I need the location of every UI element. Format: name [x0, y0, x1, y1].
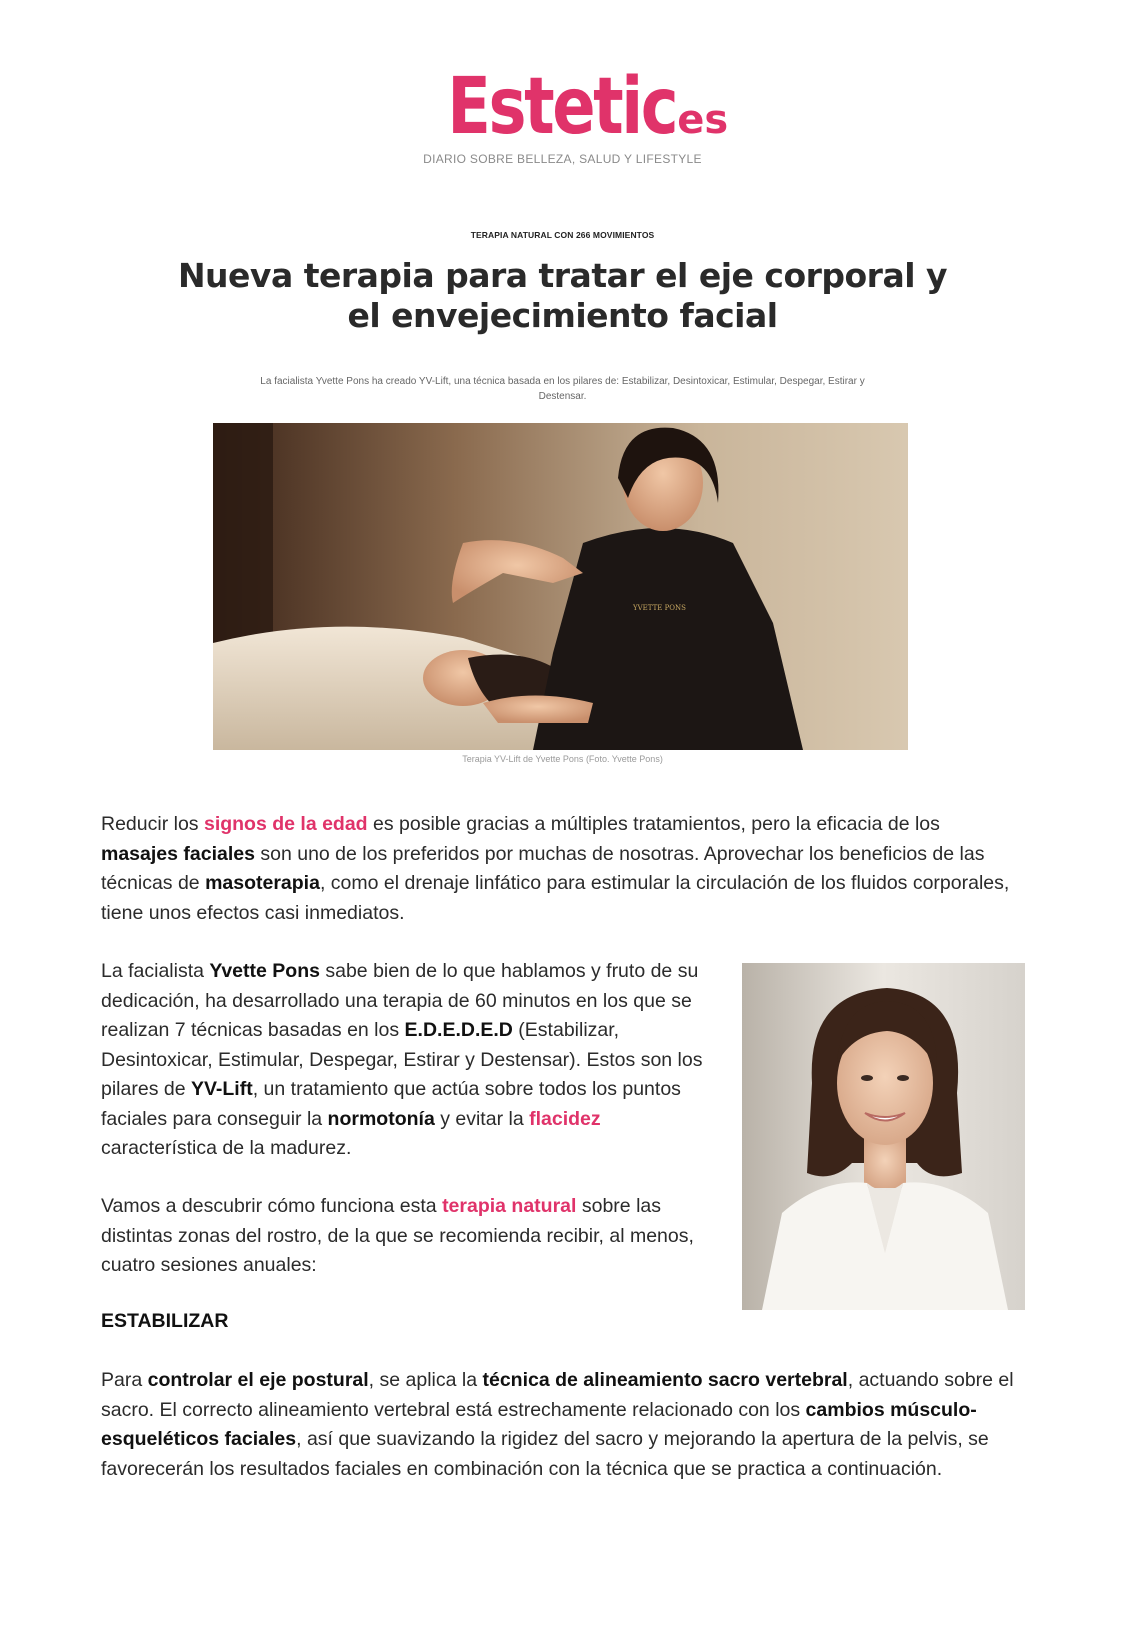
logo-domain: .es	[662, 97, 729, 143]
bold-yvette-pons: Yvette Pons	[209, 960, 320, 982]
paragraph-intro	[101, 810, 1021, 928]
bold-tecnica-alineamiento: técnica de alineamiento sacro vertebral	[482, 1369, 848, 1391]
site-tagline: DIARIO SOBRE BELLEZA, SALUD Y LIFESTYLE	[423, 152, 702, 166]
hero-caption: Terapia YV-Lift de Yvette Pons (Foto. Yvette Pons)	[462, 754, 663, 764]
text-run: es posible gracias a múltiples tratamientos, pero la eficacia de los	[367, 813, 940, 835]
hero-photo-facialist-treatment	[213, 423, 908, 750]
text-run: Para	[101, 1369, 148, 1391]
logo-wordmark: Estetic	[447, 62, 676, 152]
text-run: Reducir los	[101, 813, 204, 835]
hero-image	[213, 423, 908, 750]
text-run: característica de la madurez.	[101, 1137, 352, 1159]
text-run: (Estabilizar, Desintoxicar, Estimular, Despegar, Estirar y Destensar). Estos son los pilares de	[101, 1019, 703, 1100]
text-run: , así que suavizando la rigidez del sacro y mejorando la apertura de la pelvis, se favorecerán los resultados faciales en combinación con la técnica que se practica a continuación.	[101, 1428, 989, 1480]
portrait-photo-yvette-pons	[742, 963, 1025, 1310]
text-run: Vamos a descubrir cómo funciona esta	[101, 1195, 443, 1217]
text-run: , un tratamiento que actúa sobre todos los puntos faciales para conseguir la	[101, 1078, 681, 1130]
text-run: , actuando sobre el sacro. El correcto alineamiento vertebral está estrechamente relacionado con los	[101, 1369, 1014, 1421]
link-terapia-natural[interactable]: terapia natural	[442, 1195, 577, 1217]
text-run: , se aplica la	[368, 1369, 483, 1391]
text-run: sabe bien de lo que hablamos y fruto de su dedicación, ha desarrollado una terapia de 60 minutos en los que se realizan 7 técnicas basadas en los	[101, 960, 699, 1041]
bold-cambios-musculo: cambios músculo-esqueléticos faciales	[101, 1398, 977, 1450]
bold-masajes-faciales: masajes faciales	[101, 842, 255, 865]
article-standfirst: La facialista Yvette Pons ha creado YV-Lift, una técnica basada en los pilares de: Estabilizar, Desintoxicar, Estimular, Despegar, Estirar y Destensar.	[260, 376, 865, 402]
bold-masoterapia: masoterapia	[205, 872, 320, 894]
bold-yv-lift: YV-Lift	[190, 1078, 253, 1100]
text-run: sobre las distintas zonas del rostro, de la que se recomienda recibir, al menos, cuatro sesiones anuales:	[101, 1195, 694, 1276]
portrait-image	[742, 963, 1025, 1310]
uniform-logo-text: YVETTE PONS	[633, 604, 686, 612]
paragraph-terapia-natural	[101, 1192, 721, 1281]
text-run: y evitar la	[434, 1107, 530, 1130]
site-logo[interactable]	[397, 62, 729, 152]
bold-ededed: E.D.E.D.E.D	[404, 1019, 513, 1041]
text-run: , como el drenaje linfático para estimular la circulación de los fluidos corporales, tiene unos efectos casi inmediatos.	[101, 872, 1010, 924]
link-flacidez[interactable]: flacidez	[529, 1107, 601, 1130]
text-run: son uno de los preferidos por muchas de nosotras. Aprovechar los beneficios de las técnicas de	[101, 842, 985, 894]
masthead	[0, 62, 1125, 166]
bold-normotonia: normotonía	[327, 1107, 435, 1130]
paragraph-estabilizar	[101, 1366, 1021, 1484]
section-heading-estabilizar: ESTABILIZAR	[101, 1310, 229, 1332]
article-kicker: TERAPIA NATURAL CON 266 MOVIMIENTOS	[470, 230, 655, 240]
article-headline: Nueva terapia para tratar el eje corporal y el envejecimiento facial	[177, 256, 948, 335]
link-signos-de-la-edad[interactable]: signos de la edad	[203, 813, 368, 835]
bold-eje-postural: controlar el eje postural	[147, 1369, 369, 1391]
paragraph-yvette-pons	[101, 957, 721, 1164]
text-run: La facialista	[101, 960, 210, 982]
